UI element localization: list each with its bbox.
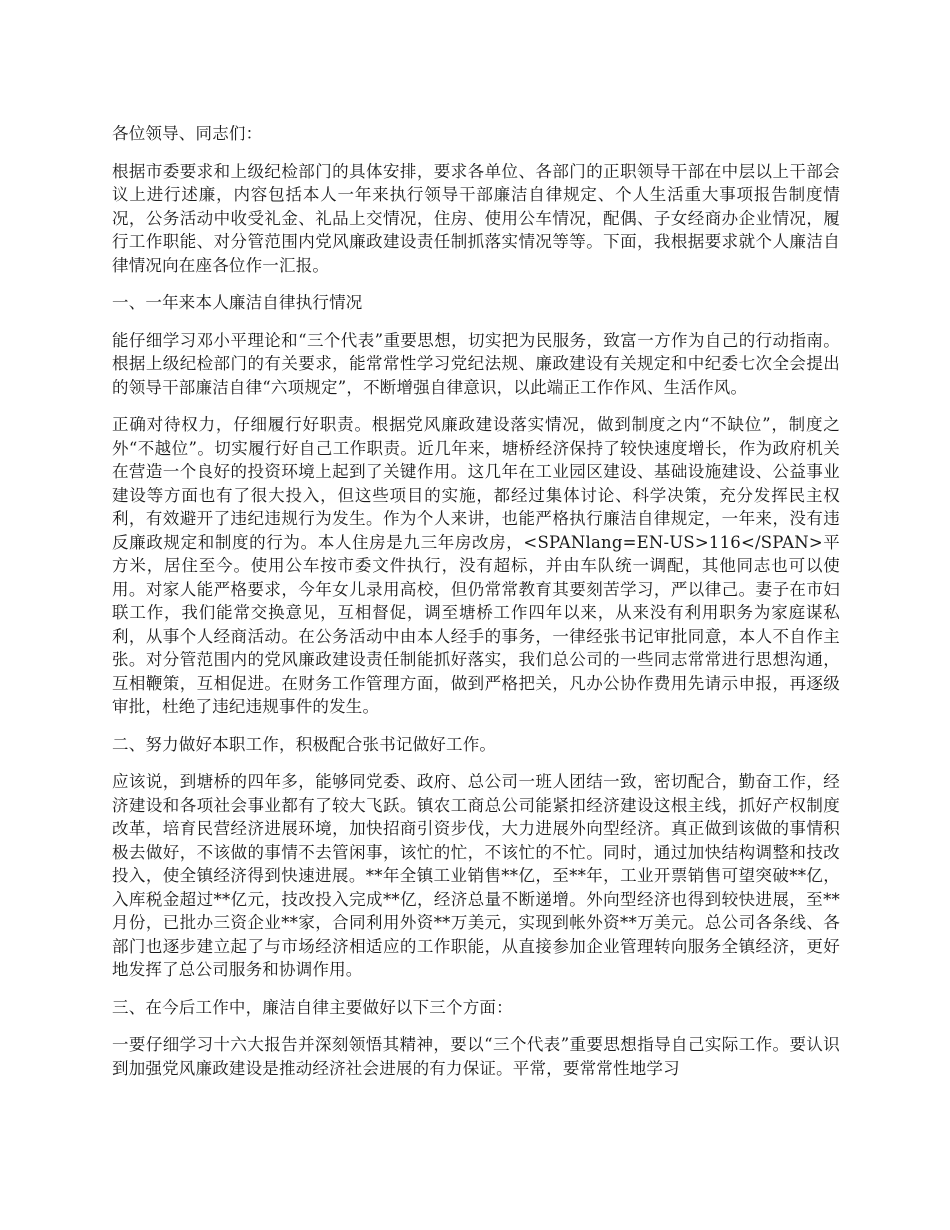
paragraph-intro: 根据市委要求和上级纪检部门的具体安排，要求各单位、各部门的正职领导干部在中层以上干部会议上进行述廉，内容包括本人一年来执行领导干部廉洁自律规定、个人生活重大事项报告制度情况，公务活动中收受礼金、礼品上交情况，住房、使用公车情况，配偶、子女经商办企业情况，履行工作职能、对分管范围内党风廉政建设责任制抓落实情况等等。下面，我根据要求就个人廉洁自律情况向在座各位作一汇报。 xyxy=(112,161,840,275)
paragraph-future: 一要仔细学习十六大报告并深刻领悟其精神，要以“三个代表”重要思想指导自己实际工作。要认识到加强党风廉政建设是推动经济社会进展的有力保证。平常，要常常性地学习 xyxy=(112,1035,840,1078)
section-heading-2: 二、努力做好本职工作，积极配合张书记做好工作。 xyxy=(112,734,497,754)
section-heading-3: 三、在今后工作中，廉洁自律主要做好以下三个方面： xyxy=(112,997,513,1017)
paragraph-study: 能仔细学习邓小平理论和“三个代表”重要思想，切实把为民服务，致富一方作为自己的行动指南。根据上级纪检部门的有关要求，能常常性学习党纪法规、廉政建设有关规定和中纪委七次全会提出的领导干部廉洁自律“六项规定”，不断增强自律意识，以此端正工作作风、生活作风。 xyxy=(112,330,840,397)
paragraph-work: 应该说，到塘桥的四年多，能够同党委、政府、总公司一班人团结一致，密切配合，勤奋工作，经济建设和各项社会事业都有了较大飞跃。镇农工商总公司能紧扣经济建设这根主线，抓好产权制度改革，培育民营经济进展环境，加快招商引资步伐，大力进展外向型经济。真正做到该做的事情积极去做好，不该做的事情不去管闲事，该忙的忙，不该忙的不忙。同时，通过加快结构调整和技改投入，使全镇经济得到快速进展。**年全镇工业销售**亿，至**年，工业开票销售可望突破**亿，入库税金超过**亿元，技改投入完成**亿，经济总量不断递增。外向型经济也得到较快进展，至**月份，已批办三资企业**家，合同利用外资**万美元，实现到帐外资**万美元。总公司各条线、各部门也逐步建立起了与市场经济相适应的工作职能，从直接参加企业管理转向服务全镇经济，更好地发挥了总公司服务和协调作用。 xyxy=(112,772,840,979)
document-page xyxy=(112,122,840,1212)
paragraph-power: 正确对待权力，仔细履行好职责。根据党风廉政建设落实情况，做到制度之内“不缺位”，制度之外“不越位”。切实履行好自己工作职责。近几年来，塘桥经济保持了较快速度增长，作为政府机关在营造一个良好的投资环境上起到了关键作用。这几年在工业园区建设、基础设施建设、公益事业建设等方面也有了很大投入，但这些项目的实施，都经过集体讨论、科学决策，充分发挥民主权利，有效避开了违纪违规行为发生。作为个人来讲，也能严格执行廉洁自律规定，一年来，没有违反廉政规定和制度的行为。本人住房是九三年房改房，<SPANlang=EN-US>116</SPAN>平方米，居住至今。使用公车按市委文件执行，没有超标，并由车队统一调配，其他同志也可以使用。对家人能严格要求，今年女儿录用高校，但仍常常教育其要刻苦学习，严以律己。妻子在市妇联工作，我们能常交换意见，互相督促，调至塘桥工作四年以来，从来没有利用职务为家庭谋私利，从事个人经商活动。在公务活动中由本人经手的事务，一律经张书记审批同意，本人不自作主张。对分管范围内的党风廉政建设责任制能抓好落实，我们总公司的一些同志常常进行思想沟通，互相鞭策，互相促进。在财务工作管理方面，做到严格把关，凡办公协作费用先请示申报，再逐级审批，杜绝了违纪违规事件的发生。 xyxy=(112,415,840,716)
section-heading-1: 一、一年来本人廉洁自律执行情况 xyxy=(112,293,363,312)
greeting: 各位领导、同志们： xyxy=(112,124,263,143)
